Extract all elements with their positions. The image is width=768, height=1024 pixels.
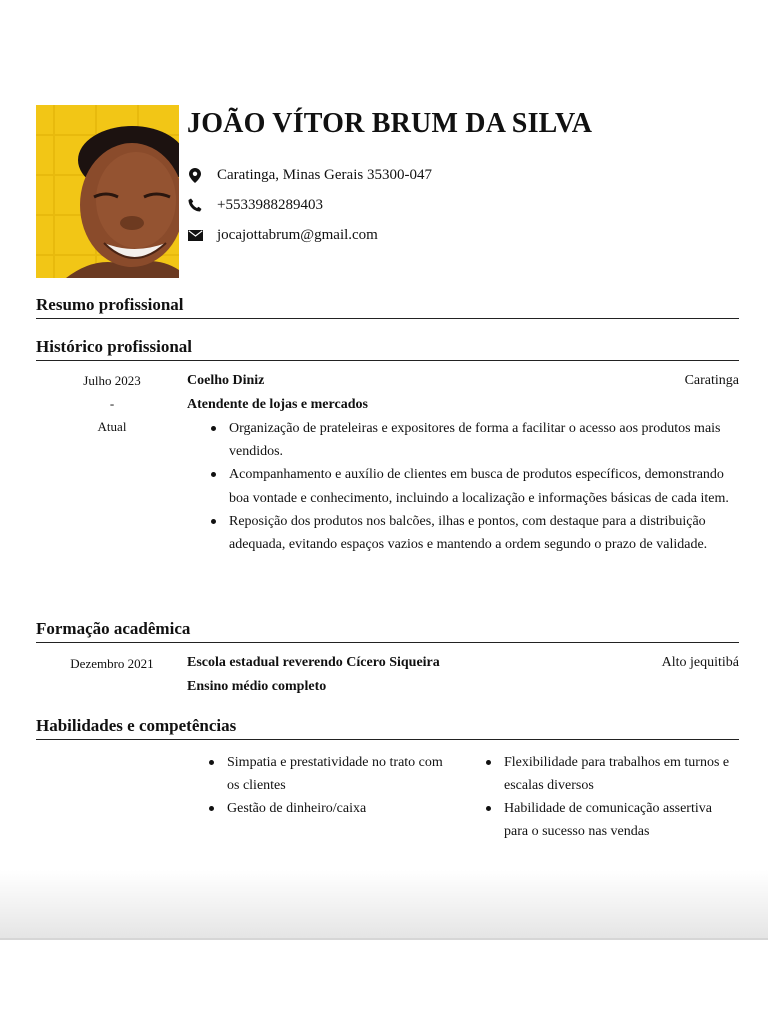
- job-role: Atendente de lojas e mercados: [187, 397, 368, 412]
- list-item: Reposição dos produtos nos balcões, ilhas e pontos, com destaque para a distribuição adequada, evitando espaços vazios e mantendo a ordem segundo o prazo de validade.: [187, 510, 735, 556]
- job-dates: [60, 369, 164, 438]
- section-title-skills: Habilidades e competências: [36, 716, 739, 740]
- list-item: Habilidade de comunicação assertiva para o sucesso nas vendas: [484, 797, 738, 843]
- contact-address: [187, 165, 432, 185]
- contact-phone: [187, 195, 323, 215]
- contact-phone-text[interactable]: +5533988289403: [217, 196, 323, 213]
- contact-address-text: Caratinga, Minas Gerais 35300-047: [217, 166, 432, 183]
- education-location: Alto jequitibá: [661, 655, 739, 670]
- section-title-education: Formação acadêmica: [36, 619, 739, 643]
- job-location: Caratinga: [684, 373, 739, 388]
- education-degree: Ensino médio completo: [187, 679, 327, 694]
- page-bottom-shadow: [0, 870, 768, 940]
- list-item: Simpatia e prestatividade no trato com os clientes: [207, 751, 455, 797]
- list-item: Flexibilidade para trabalhos em turnos e escalas diversos: [484, 751, 738, 797]
- section-title-summary: Resumo profissional: [36, 295, 739, 319]
- job-date-start: Julho 2023: [83, 373, 141, 388]
- page-bottom-edge: [0, 938, 768, 940]
- education-date: Dezembro 2021: [70, 656, 154, 671]
- profile-photo: [36, 105, 179, 278]
- job-date-separator: -: [109, 396, 115, 411]
- contact-email: [187, 225, 378, 245]
- list-item: Gestão de dinheiro/caixa: [207, 797, 455, 820]
- job-date-end: Atual: [97, 419, 127, 434]
- envelope-icon: [187, 227, 203, 243]
- phone-icon: [187, 197, 203, 213]
- job-company: Coelho Diniz: [187, 373, 265, 388]
- candidate-name: JOÃO VÍTOR BRUM DA SILVA: [187, 108, 593, 139]
- location-pin-icon: [187, 167, 203, 183]
- section-title-history: Histórico profissional: [36, 337, 739, 361]
- contact-email-text[interactable]: jocajottabrum@gmail.com: [217, 226, 378, 243]
- education-school: Escola estadual reverendo Cícero Siqueira: [187, 655, 440, 670]
- skills-list-right: [484, 751, 738, 843]
- skills-list-left: [207, 751, 455, 820]
- job-duties-list: [187, 417, 735, 556]
- list-item: Organização de prateleiras e expositores de forma a facilitar o acesso aos produtos mais vendidos.: [187, 417, 735, 463]
- profile-photo-image: [36, 105, 179, 278]
- list-item: Acompanhamento e auxílio de clientes em busca de produtos específicos, demonstrando boa vontade e conhecimento, incluindo a localização e informações básicas de cada item.: [187, 463, 735, 509]
